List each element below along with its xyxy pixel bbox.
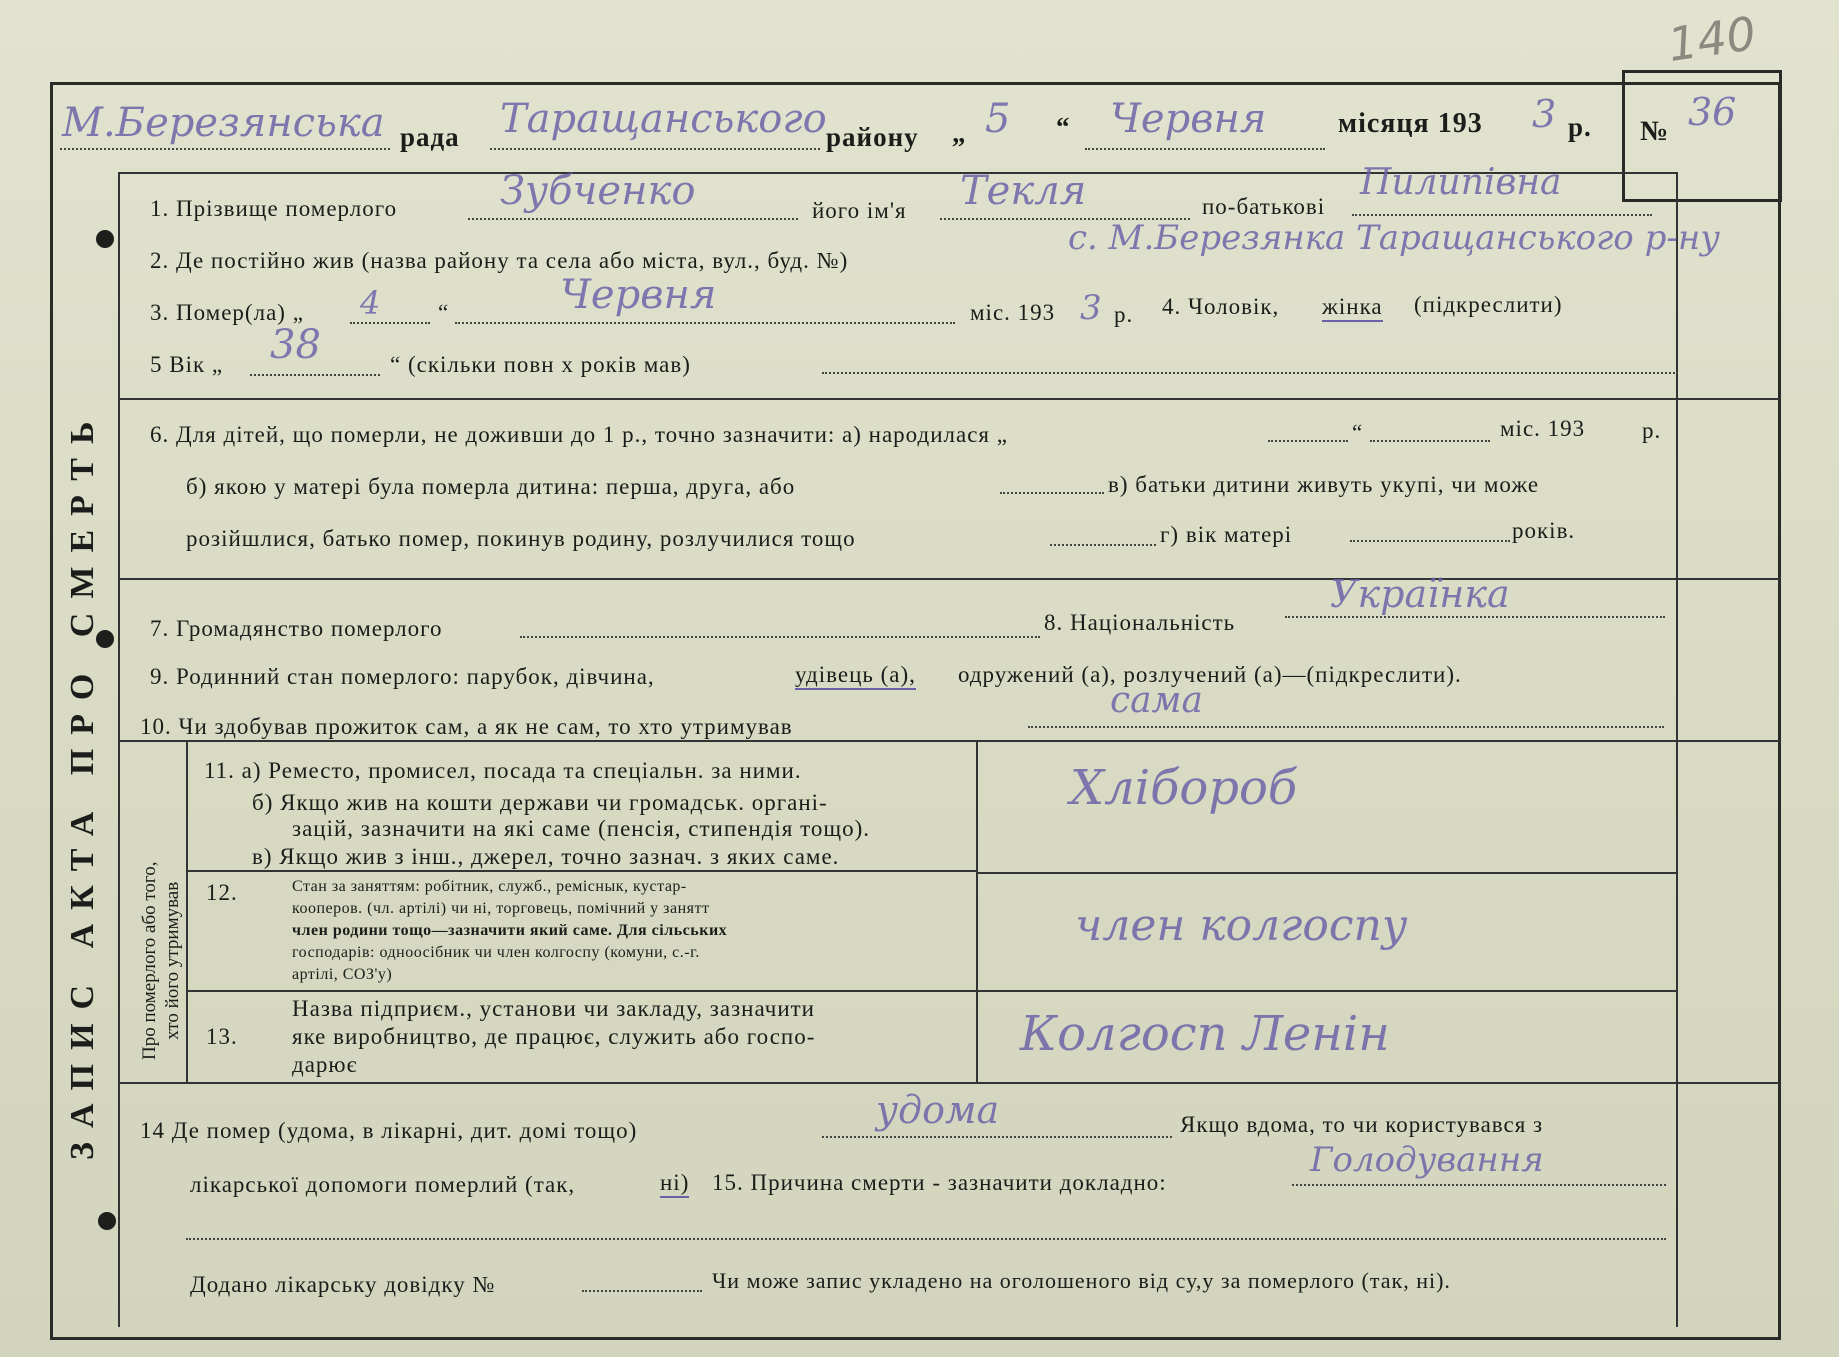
sex-female-underlined: жінка xyxy=(1322,294,1383,322)
death-date-quote: “ xyxy=(438,300,450,325)
first-name-handwritten: Текля xyxy=(960,168,1087,214)
child-born-quote: “ xyxy=(1352,420,1364,445)
nationality-handwritten: Українка xyxy=(1330,572,1510,616)
blank-line xyxy=(1050,544,1156,546)
blank-line xyxy=(1000,492,1104,494)
mother-age-years: років. xyxy=(1512,518,1576,543)
workplace-handwritten: Колгосп Ленін xyxy=(1020,1006,1390,1062)
mother-age-label: г) вік матері xyxy=(1160,522,1293,547)
year-r-label: р. xyxy=(1568,112,1592,142)
child-order-label: б) якою у матері була померла дитина: перша, друга, або xyxy=(186,474,796,499)
day-quote-open: „ xyxy=(952,118,967,148)
income-source-handwritten: сама xyxy=(1110,680,1203,721)
occupation-label: 11. а) Реместо, промисел, посада та спеціальн. за ними. xyxy=(204,758,802,783)
blank-line xyxy=(350,322,430,324)
child-born-label: 6. Для дітей, що померли, не доживши до 1 р., точно зазначити: а) народилася „ xyxy=(150,422,1008,447)
state-support-label: б) Якщо жив на кошти держави чи громадськ. органі- xyxy=(252,790,828,815)
employment-status-line-1: Стан за заняттям: робітник, служб., реміснык, кустар- xyxy=(292,878,687,895)
blank-line xyxy=(490,148,820,150)
employment-status-number: 12. xyxy=(206,880,238,905)
blank-line xyxy=(1285,616,1665,618)
occupation-handwritten: Хлібороб xyxy=(1070,760,1298,816)
patronymic-handwritten: Пилипівна xyxy=(1360,162,1562,203)
surname-label: 1. Прізвище померлого xyxy=(150,196,398,221)
blank-line xyxy=(1028,726,1664,728)
income-source-label: 10. Чи здобував прожиток сам, а як не сам, то хто утримував xyxy=(140,714,793,739)
side-title: ЗАПИС АКТА ПРО СМЕРТЬ xyxy=(64,407,101,1160)
table-divider xyxy=(186,742,188,1082)
month-year-label: місяця 193 xyxy=(1338,108,1483,139)
blank-line xyxy=(250,374,380,376)
first-name-label: його ім'я xyxy=(812,198,907,223)
raion-label: району xyxy=(826,122,919,152)
section-divider xyxy=(120,1082,1780,1084)
residence-label: 2. Де постійно жив (назва району та села або міста, вул., буд. №) xyxy=(150,248,849,273)
death-month-handwritten: Червня xyxy=(560,272,717,318)
death-year-r: р. xyxy=(1114,302,1134,327)
medical-help-label-2: лікарської допомоги померлий (так, xyxy=(190,1172,576,1197)
month-handwritten: Червня xyxy=(1110,96,1267,142)
nationality-label: 8. Національність xyxy=(1044,610,1236,635)
employment-status-line-4: господарів: одноосібник чи член колгоспу (комуни, с.-г. xyxy=(292,944,700,961)
death-year-label: міс. 193 xyxy=(970,300,1056,325)
cause-of-death-handwritten: Голодування xyxy=(1310,1140,1544,1180)
blank-line xyxy=(1352,214,1652,216)
blank-line xyxy=(60,148,390,150)
marital-status-label: 9. Родинний стан померлого: парубок, дівчина, xyxy=(150,664,655,689)
death-year-handwritten: 3 xyxy=(1080,288,1102,328)
blank-line xyxy=(1370,440,1490,442)
child-born-year: міс. 193 xyxy=(1500,416,1586,441)
section-divider xyxy=(120,398,1780,400)
marital-widow-underlined: удівець (а), xyxy=(795,662,916,690)
village-council-handwritten: М.Березянська xyxy=(62,100,385,146)
parents-status-label: розійшлися, батько помер, покинув родину, розлучилися тощо xyxy=(186,526,856,551)
day-handwritten: 5 xyxy=(985,96,1011,142)
employment-status-line-2: кооперов. (чл. артілі) чи ні, торговець, помічний у занятт xyxy=(292,900,710,917)
court-record-label: Чи може запис укладено на оголошеного від су,у за померлого (так, ні). xyxy=(712,1268,1451,1293)
patronymic-label: по-батькові xyxy=(1202,194,1326,219)
age-hint: “ (скільки повн х років мав) xyxy=(390,352,691,377)
binding-hole xyxy=(98,1212,116,1230)
other-source-label: в) Якщо жив з інш., джерел, точно зазнач. з яких саме. xyxy=(252,844,840,869)
medical-help-label: Якщо вдома, то чи користувався з xyxy=(1180,1112,1544,1137)
district-handwritten: Таращанського xyxy=(500,96,827,142)
blank-line xyxy=(186,1238,1666,1240)
state-support-label-2: зацій, зазначити на які саме (пенсія, стипендія тощо). xyxy=(292,816,870,841)
blank-line xyxy=(822,1136,1172,1138)
blank-line xyxy=(582,1290,702,1292)
archive-folio-number: 140 xyxy=(1664,6,1760,72)
parents-together-label: в) батьки дитини живуть укупі, чи може xyxy=(1108,472,1540,497)
support-side-label xyxy=(138,861,184,1060)
age-label: 5 Вік „ xyxy=(150,352,224,377)
marital-status-options: одружений (а), розлучений (а)—(підкреслити). xyxy=(958,662,1462,687)
section-divider xyxy=(120,740,1780,742)
death-day-handwritten: 4 xyxy=(360,284,381,322)
citizenship-label: 7. Громадянство померлого xyxy=(150,616,443,641)
table-divider xyxy=(976,872,1678,874)
table-divider xyxy=(186,870,978,872)
support-side-text: Про померлого або того, хто його утримував xyxy=(139,861,183,1060)
residence-handwritten: с. М.Березянка Таращанського р-ну xyxy=(1068,218,1720,258)
death-date-label: 3. Помер(ла) „ xyxy=(150,300,304,325)
workplace-label-3: дарює xyxy=(292,1052,358,1077)
rada-label: рада xyxy=(400,122,460,152)
blank-line xyxy=(520,636,1040,638)
employment-status-line-5: артілі, СОЗ'у) xyxy=(292,966,393,983)
cause-of-death-label: 15. Причина смерти - зазначити докладно: xyxy=(712,1170,1167,1195)
child-born-r: р. xyxy=(1642,418,1662,443)
record-number-label: № xyxy=(1640,116,1670,147)
workplace-label-1: Назва підприєм., установи чи закладу, зазначити xyxy=(292,996,815,1021)
place-of-death-handwritten: удома xyxy=(876,1088,1000,1132)
blank-line xyxy=(1268,440,1348,442)
section-divider xyxy=(120,578,1780,580)
medical-certificate-label: Додано лікарську довідку № xyxy=(190,1272,496,1297)
blank-line xyxy=(1085,148,1325,150)
table-divider xyxy=(976,742,978,1082)
blank-line xyxy=(455,322,955,324)
age-handwritten: 38 xyxy=(270,322,321,368)
table-divider xyxy=(186,990,978,992)
binding-hole xyxy=(96,230,114,248)
record-number-handwritten: 36 xyxy=(1688,90,1737,134)
blank-line xyxy=(1350,540,1510,542)
sex-label: 4. Чоловік, xyxy=(1162,294,1280,319)
blank-line xyxy=(1292,1184,1666,1186)
employment-status-handwritten: член колгоспу xyxy=(1075,900,1408,951)
table-divider xyxy=(976,990,1678,992)
surname-handwritten: Зубченко xyxy=(500,168,696,214)
workplace-number: 13. xyxy=(206,1024,238,1049)
blank-line xyxy=(822,372,1678,374)
workplace-label-2: яке виробництво, де працює, служить або госпо- xyxy=(292,1024,816,1049)
year-digit-handwritten: 3 xyxy=(1532,92,1557,136)
place-of-death-label: 14 Де помер (удома, в лікарні, дит. домі тощо) xyxy=(140,1118,638,1143)
day-quote-close: “ xyxy=(1056,112,1071,142)
employment-status-line-3: член родини тощо—зазначити який саме. Для сільських xyxy=(292,922,728,939)
medical-help-no-underlined: ні) xyxy=(660,1170,689,1198)
sex-underline-hint: (підкреслити) xyxy=(1414,292,1563,317)
blank-line xyxy=(468,218,798,220)
